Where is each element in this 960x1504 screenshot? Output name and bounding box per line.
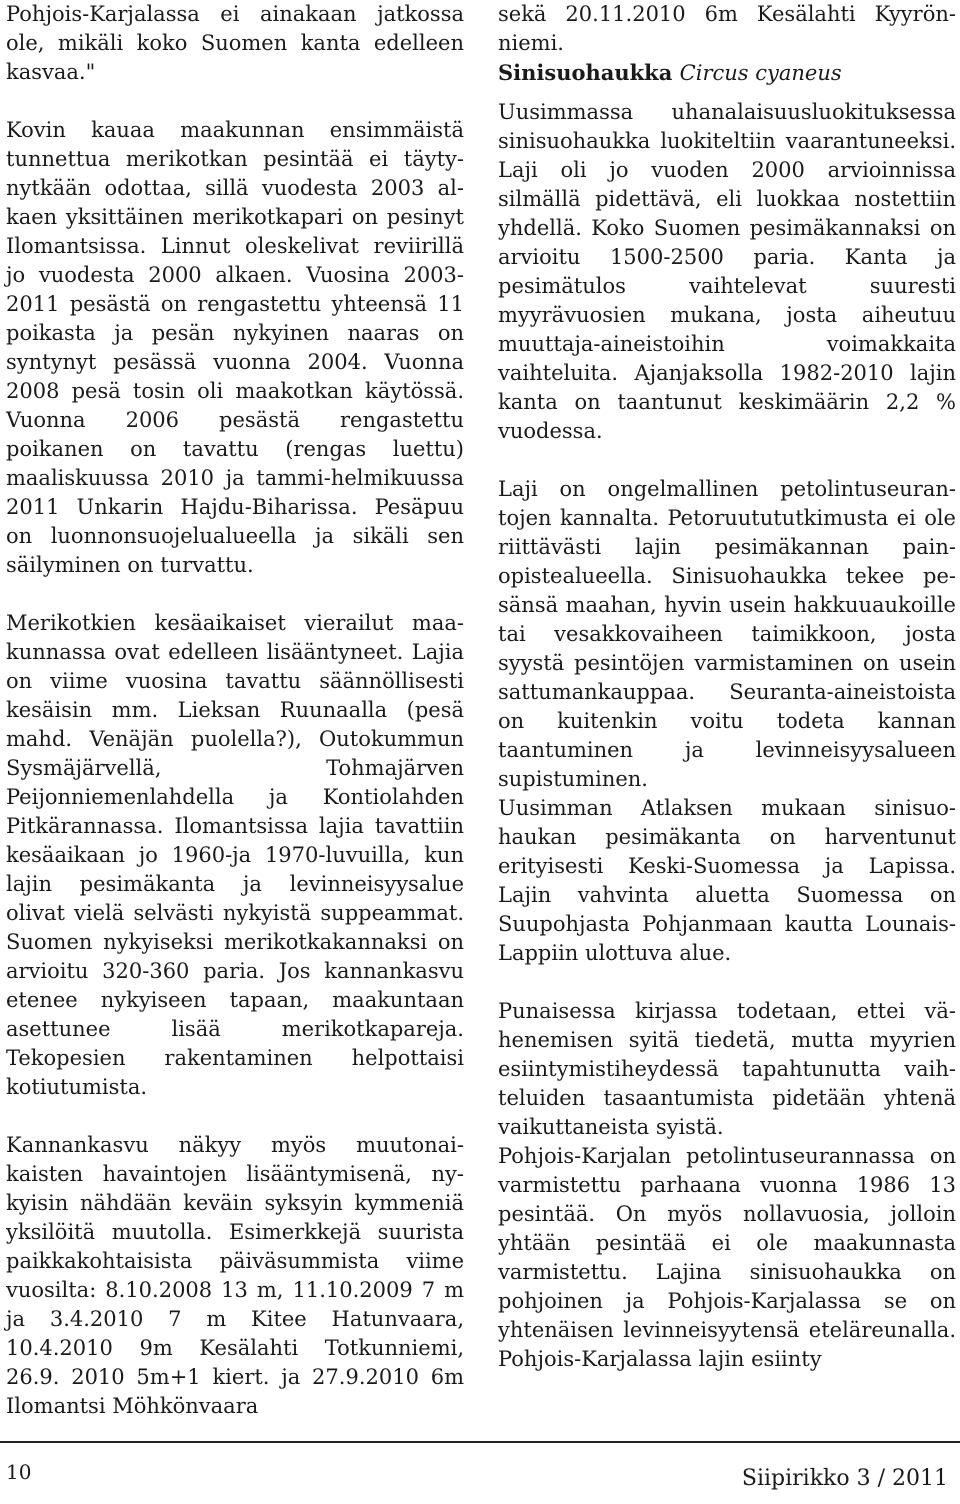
species-latin-name: Circus cyaneus — [679, 61, 842, 85]
paragraph: Pohjois-Karjalan petolintuseurannassa on varmistettu parhaana vuonna 1986 13 pesintää. On myös nollavuosia, jolloin yhtään pesintää ei ole maakunnasta varmistettu. Lajina sinisuohaukka on pohjoinen ja Pohjois-Karjalassa se on yhtenäisen levinneisyytensä eteläreunalla. Pohjois-Karjalassa lajin esiinty — [498, 1144, 956, 1371]
paragraph: Uusimman Atlaksen mukaan sinisuohaukan pesimäkanta on harventunut erityisesti Keski-Suomessa ja Lapissa. Lajin vahvinta aluetta Suomessa on Suupohjasta Pohjanmaan kautta Lounais-Lappiin ulottuva alue. — [498, 796, 956, 965]
right-column — [498, 0, 956, 1374]
paragraph: Punaisessa kirjassa todetaan, ettei vähenemisen syitä tiedetä, mutta myyrien esiintymistiheydessä tapahtunutta vaihteluiden tasaantumista pidetään yhtenä vaikuttaneista syistä. — [498, 999, 956, 1139]
paragraph: Laji on ongelmallinen petolintuseurantojen kannalta. Petoruutututkimusta ei ole riittävästi lajin pesimäkannan painopistealueella. Sinisuohaukka tekee pesänsä maahan, hyvin usein hakkuuaukoille tai vesakkovaiheen taimikkoon, josta syystä pesintöjen varmistaminen on usein sattumankauppaa. Seuranta-aineistoista on kuitenkin voitu todeta kannan taantuminen ja levinneisyysalueen supistuminen. — [498, 477, 956, 791]
paragraph: Kannankasvu näkyy myös muutonaikaisten havaintojen lisääntymisenä, nykyisin nähdään keväin syksyin kymmeniä yksilöitä muutolla. Esimerkkejä suurista paikkakohtaisista päiväsummista viime vuosilta: 8.10.2008 13 m, 11.10.2009 7 m ja 3.4.2010 7 m Kitee Hatunvaara, 10.4.2010 9m Kesälahti Totkunniemi, 26.9. 2010 5m+1 kiert. ja 27.9.2010 6m Ilomantsi Möhkönvaara — [6, 1133, 464, 1418]
paragraph: Kovin kauaa maakunnan ensimmäistä tunnettua merikotkan pesintää ei täytynytkään odottaa, sillä vuodesta 2003 alkaen yksittäinen merikotkapari on pesinyt Ilomantsissa. Linnut oleskelivat reviirillä jo vuodesta 2000 alkaen. Vuosina 2003-2011 pesästä on rengastettu yhteensä 11 poikasta ja pesän nykyinen naaras on syntynyt pesässä vuonna 2004. Vuonna 2008 pesä tosin oli maakotkan käytössä. Vuonna 2006 pesästä rengastettu poikanen on tavattu (rengas luettu) maaliskuussa 2010 ja tammi-helmikuussa 2011 Unkarin Hajdu-Biharissa. Pesäpuu on luonnonsuojelualueella ja sikäli sen säilyminen on turvattu. — [6, 118, 464, 577]
paragraph: Merikotkien kesäaikaiset vierailut maakunnassa ovat edelleen lisääntyneet. Lajia on viime vuosina tavattu säännöllisesti kesäisin mm. Lieksan Ruunaalla (pesä mahd. Venäjän puolella?), Outokummun Sysmäjärvellä, Tohmajärven Peijonniemenlahdella ja Kontiolahden Pitkärannassa. Ilomantsissa lajia tavattiin kesäaikaan jo 1960-ja 1970-luvuilla, kun lajin pesimäkanta ja levinneisyysalue olivat vielä selvästi nykyistä suppeammat. Suomen nykyiseksi merikotkakannaksi on arvioitu 320-360 paria. Jos kannankasvu etenee nykyiseen tapaan, maakuntaan asettunee lisää merikotkapareja. Tekopesien rakentaminen helpottaisi kotiutumista. — [6, 611, 464, 1099]
publication-name: Siipirikko 3 / 2011 — [741, 1466, 948, 1491]
page-number: 10 — [6, 1460, 32, 1484]
section-heading — [498, 58, 956, 88]
footer-divider — [0, 1441, 960, 1443]
paragraph: Pohjois-Karjalassa ei ainakaan jatkossa ole, mikäli koko Suomen kanta edelleen kasvaa." — [6, 2, 464, 84]
paragraph: Uusimmassa uhanalaisuusluokituksessa sinisuohaukka luokiteltiin vaarantuneeksi. Laji oli jo vuoden 2000 arvioinnissa silmällä pidettävä, eli luokkaa nostettiin yhdellä. Koko Suomen pesimäkannaksi on arvioitu 1500-2500 paria. Kanta ja pesimätulos vaihtelevat suuresti myyrävuosien mukana, josta aiheutuu muuttaja-aineistoihin voimakkaita vaihteluita. Ajanjaksolla 1982-2010 lajin kanta on taantunut keskimäärin 2,2 % vuodessa. — [498, 100, 956, 443]
paragraph: sekä 20.11.2010 6m Kesälahti Kyyrönniemi. — [498, 2, 956, 55]
section-heading-title: Sinisuohaukka — [498, 60, 673, 85]
left-column — [6, 0, 464, 1421]
